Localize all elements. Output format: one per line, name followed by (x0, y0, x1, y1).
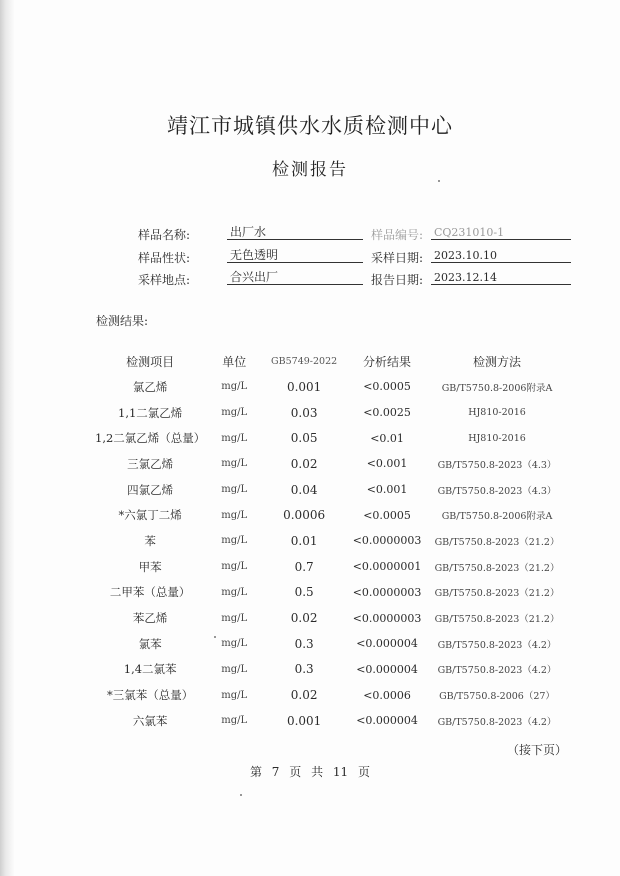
unit-cell: mg/L (221, 586, 248, 598)
method-cell: GB/T5750.8-2023（21.2） (434, 562, 560, 574)
report-date-value: 2023.12.14 (431, 270, 571, 285)
sampling-location-label: 采样地点: (138, 273, 191, 287)
method-cell: GB/T5750.8-2023（4.3） (437, 485, 557, 497)
item-cell: 1,1二氯乙烯 (118, 405, 183, 420)
result-cell: <0.001 (366, 457, 408, 471)
item-cell: 三氯乙烯 (127, 456, 174, 471)
results-header-row (95, 348, 565, 374)
item-cell: 1,4二氯苯 (123, 662, 177, 677)
item-cell: 苯乙烯 (132, 611, 168, 626)
sample-name-value: 出厂水 (227, 225, 363, 240)
unit-cell: mg/L (221, 561, 248, 573)
item-cell: 六氯苯 (132, 713, 168, 728)
unit-cell: mg/L (221, 715, 248, 727)
unit-cell: mg/L (221, 407, 248, 419)
table-row (95, 605, 565, 631)
continued-note: （接下页） (507, 743, 568, 757)
method-cell: GB/T5750.8-2023（21.2） (434, 588, 560, 600)
result-cell: <0.0000001 (352, 560, 422, 574)
sample-state-label: 样品性状: (138, 251, 191, 265)
table-row (95, 477, 565, 503)
col-header-result: 分析结果 (363, 354, 412, 369)
col-header-method: 检测方法 (473, 354, 522, 369)
result-cell: <0.000004 (356, 637, 418, 651)
unit-cell: mg/L (221, 689, 248, 701)
table-row (95, 682, 565, 708)
item-cell: 二甲苯（总量） (109, 585, 191, 600)
results-section-label: 检测结果: (96, 314, 149, 328)
limit-cell: 0.03 (290, 405, 318, 420)
unit-cell: mg/L (221, 638, 248, 650)
method-cell: GB/T5750.8-2023（4.2） (437, 716, 557, 728)
result-cell: <0.0000003 (352, 611, 422, 625)
result-cell: <0.000004 (356, 662, 418, 676)
limit-cell: 0.001 (286, 713, 322, 728)
limit-cell: 0.0006 (283, 508, 326, 523)
unit-cell: mg/L (221, 612, 248, 624)
unit-cell: mg/L (221, 535, 248, 547)
page-mid: 页 共 (289, 765, 324, 779)
result-cell: <0.001 (366, 483, 408, 497)
col-header-item: 检测项目 (126, 354, 175, 369)
col-header-standard: GB5749-2022 (271, 355, 338, 367)
item-cell: *六氯丁二烯 (118, 508, 182, 523)
page-suffix: 页 (358, 765, 371, 779)
item-cell: 四氯乙烯 (127, 482, 174, 497)
item-cell: 1,2二氯乙烯（总量） (95, 431, 206, 446)
results-table (95, 348, 565, 734)
col-header-unit: 单位 (222, 354, 247, 369)
table-row (95, 374, 565, 400)
method-cell: GB/T5750.8-2006（27） (439, 691, 555, 703)
table-row (95, 425, 565, 451)
limit-cell: 0.02 (290, 456, 318, 471)
unit-cell: mg/L (221, 432, 248, 444)
results-body (95, 374, 565, 734)
limit-cell: 0.02 (290, 688, 318, 703)
report-date-label: 报告日期: (371, 273, 424, 287)
sample-id-label: 样品编号: (371, 228, 424, 242)
page-prefix: 第 (249, 765, 262, 779)
limit-cell: 0.05 (290, 431, 318, 446)
limit-cell: 0.7 (294, 559, 314, 574)
sample-id-value: CQ231010-1 (431, 225, 571, 240)
method-cell: HJ810-2016 (468, 432, 526, 444)
method-cell: HJ810-2016 (468, 407, 526, 419)
limit-cell: 0.02 (290, 611, 318, 626)
method-cell: GB/T5750.8-2023（4.2） (437, 665, 557, 677)
table-row (95, 580, 565, 606)
organization-title: 靖江市城镇供水水质检测中心 (167, 114, 453, 138)
table-row (95, 502, 565, 528)
limit-cell: 0.3 (294, 636, 314, 651)
unit-cell: mg/L (221, 509, 248, 521)
method-cell: GB/T5750.8-2023（4.2） (437, 639, 557, 651)
unit-cell: mg/L (221, 381, 248, 393)
page-total: 11 (332, 765, 349, 779)
limit-cell: 0.3 (294, 662, 314, 677)
scan-speck (240, 794, 242, 796)
method-cell: GB/T5750.8-2023（4.3） (437, 459, 557, 471)
report-title: 检测报告 (272, 160, 348, 180)
method-cell: GB/T5750.8-2006附录A (441, 382, 553, 394)
result-cell: <0.0000003 (352, 585, 422, 599)
result-cell: <0.0025 (363, 406, 411, 420)
table-row (95, 657, 565, 683)
result-cell: <0.0000003 (352, 534, 422, 548)
limit-cell: 0.01 (290, 533, 318, 548)
limit-cell: 0.04 (290, 482, 318, 497)
table-row (95, 400, 565, 426)
table-row (95, 631, 565, 657)
item-cell: 氯乙烯 (132, 379, 168, 394)
sample-name-label: 样品名称: (138, 228, 191, 242)
page-indicator (0, 763, 620, 780)
item-cell: 甲苯 (138, 559, 162, 574)
result-cell: <0.0005 (363, 380, 411, 394)
sample-state-value: 无色透明 (227, 248, 363, 263)
limit-cell: 0.001 (286, 379, 322, 394)
item-cell: 苯 (144, 533, 156, 548)
method-cell: GB/T5750.8-2023（21.2） (434, 614, 560, 626)
sampling-date-value: 2023.10.10 (431, 248, 571, 263)
item-cell: 氯苯 (138, 636, 162, 651)
method-cell: GB/T5750.8-2023（21.2） (434, 536, 560, 548)
limit-cell: 0.5 (294, 585, 314, 600)
unit-cell: mg/L (221, 663, 248, 675)
table-row (95, 554, 565, 580)
table-row (95, 708, 565, 734)
result-cell: <0.0005 (363, 508, 411, 522)
page-number: 7 (271, 765, 280, 779)
result-cell: <0.01 (370, 431, 404, 445)
unit-cell: mg/L (221, 484, 248, 496)
sampling-date-label: 采样日期: (371, 251, 424, 265)
sampling-location-value: 合兴出厂 (227, 270, 363, 285)
result-cell: <0.000004 (356, 714, 418, 728)
table-row (95, 528, 565, 554)
method-cell: GB/T5750.8-2006附录A (441, 511, 553, 523)
scan-speck (438, 180, 440, 182)
unit-cell: mg/L (221, 458, 248, 470)
table-row (95, 451, 565, 477)
result-cell: <0.0006 (363, 688, 411, 702)
item-cell: *三氯苯（总量） (107, 688, 194, 703)
